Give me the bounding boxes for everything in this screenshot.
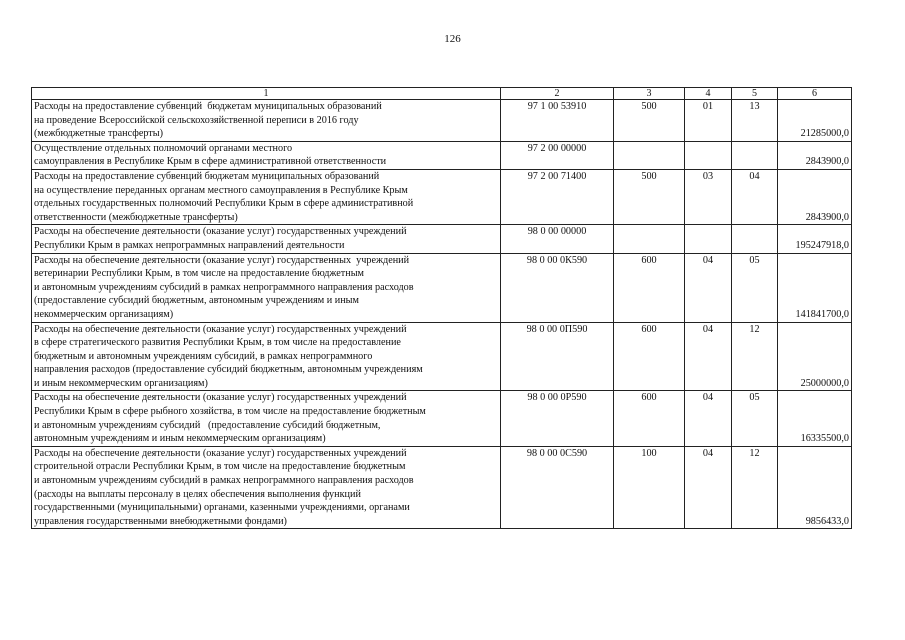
- row-col5: 12: [732, 446, 778, 529]
- table-row: [32, 100, 852, 142]
- row-code: 97 2 00 00000: [501, 141, 614, 169]
- row-amount: 195247918,0: [778, 225, 852, 253]
- row-col5: [732, 141, 778, 169]
- row-col3: 600: [614, 322, 685, 391]
- row-description: Расходы на предоставление субвенций бюджетам муниципальных образований на проведение Всероссийской сельскохозяйственной переписи в 2016 году (межбюджетные трансферты): [32, 100, 501, 142]
- row-col4: [685, 141, 732, 169]
- column-header-3: 3: [614, 88, 685, 100]
- table-row: [32, 169, 852, 224]
- row-col3: 100: [614, 446, 685, 529]
- row-amount: 141841700,0: [778, 253, 852, 322]
- row-col5: 04: [732, 169, 778, 224]
- column-header-5: 5: [732, 88, 778, 100]
- row-col3: 600: [614, 253, 685, 322]
- row-description: Осуществление отдельных полномочий органами местного самоуправления в Республике Крым в сфере административной ответственности: [32, 141, 501, 169]
- table-row: [32, 253, 852, 322]
- row-col5: 05: [732, 391, 778, 446]
- page-number: 126: [444, 33, 461, 45]
- row-description: Расходы на предоставление субвенций бюджетам муниципальных образований на осуществление переданных органам местного самоуправления в Республике Крым отдельных государственных полномочий Республики Крым в сфере административной ответственности (межбюджетные трансферты): [32, 169, 501, 224]
- row-description: Расходы на обеспечение деятельности (оказание услуг) государственных учреждений строительной отрасли Республики Крым, в том числе на предоставление бюджетным и автономным учреждениям субсидий в рамках непрограммного направления расходов (расходы на выплаты персоналу в целях обеспечения выполнения функций государственными (муниципальными) органами, казенными учреждениями, органами управления государственными внебюджетными фондами): [32, 446, 501, 529]
- row-amount: 21285000,0: [778, 100, 852, 142]
- row-code: 97 1 00 53910: [501, 100, 614, 142]
- row-code: 98 0 00 00000: [501, 225, 614, 253]
- table-row: [32, 391, 852, 446]
- row-amount: 25000000,0: [778, 322, 852, 391]
- row-col3: 500: [614, 100, 685, 142]
- table-row: [32, 446, 852, 529]
- row-code: 97 2 00 71400: [501, 169, 614, 224]
- row-amount: 16335500,0: [778, 391, 852, 446]
- column-header-2: 2: [501, 88, 614, 100]
- table-row: [32, 141, 852, 169]
- row-amount: 2843900,0: [778, 141, 852, 169]
- row-col3: [614, 141, 685, 169]
- row-description: Расходы на обеспечение деятельности (оказание услуг) государственных учреждений в сфере стратегического развития Республики Крым, в том числе на предоставление бюджетным и автономным учреждениям субсидий, в рамках непрограммного направления расходов (предоставление субсидий бюджетным, автономным учреждениям и иным некоммерческим организациям): [32, 322, 501, 391]
- row-amount: 9856433,0: [778, 446, 852, 529]
- column-header-4: 4: [685, 88, 732, 100]
- row-code: 98 0 00 0П590: [501, 322, 614, 391]
- row-description: Расходы на обеспечение деятельности (оказание услуг) государственных учреждений Республики Крым в сфере рыбного хозяйства, в том числе на предоставление бюджетным и автономным учреждениям субсидий (предоставление субсидий бюджетным, автономным учреждениям и иным некоммерческим организациям): [32, 391, 501, 446]
- row-description: Расходы на обеспечение деятельности (оказание услуг) государственных учреждений Республики Крым в рамках непрограммных направлений деятельности: [32, 225, 501, 253]
- row-code: 98 0 00 0Р590: [501, 391, 614, 446]
- column-header-1: 1: [32, 88, 501, 100]
- column-header-6: 6: [778, 88, 852, 100]
- row-code: 98 0 00 0С590: [501, 446, 614, 529]
- row-col5: 05: [732, 253, 778, 322]
- row-col3: 600: [614, 391, 685, 446]
- row-col5: [732, 225, 778, 253]
- table-row: [32, 225, 852, 253]
- row-col3: 500: [614, 169, 685, 224]
- row-col4: 04: [685, 322, 732, 391]
- row-col4: 01: [685, 100, 732, 142]
- budget-table: [31, 87, 852, 529]
- row-code: 98 0 00 0К590: [501, 253, 614, 322]
- table-row: [32, 322, 852, 391]
- row-col5: 12: [732, 322, 778, 391]
- row-col4: 04: [685, 391, 732, 446]
- row-amount: 2843900,0: [778, 169, 852, 224]
- table-header-row: [32, 88, 852, 100]
- row-description: Расходы на обеспечение деятельности (оказание услуг) государственных учреждений ветеринарии Республики Крым, в том числе на предоставление бюджетным и автономным учреждениям субсидий в рамках непрограммного направления расходов (предоставление субсидий бюджетным, автономным учреждениям и иным некоммерческим организациям): [32, 253, 501, 322]
- row-col4: [685, 225, 732, 253]
- row-col4: 04: [685, 253, 732, 322]
- row-col5: 13: [732, 100, 778, 142]
- row-col3: [614, 225, 685, 253]
- row-col4: 04: [685, 446, 732, 529]
- row-col4: 03: [685, 169, 732, 224]
